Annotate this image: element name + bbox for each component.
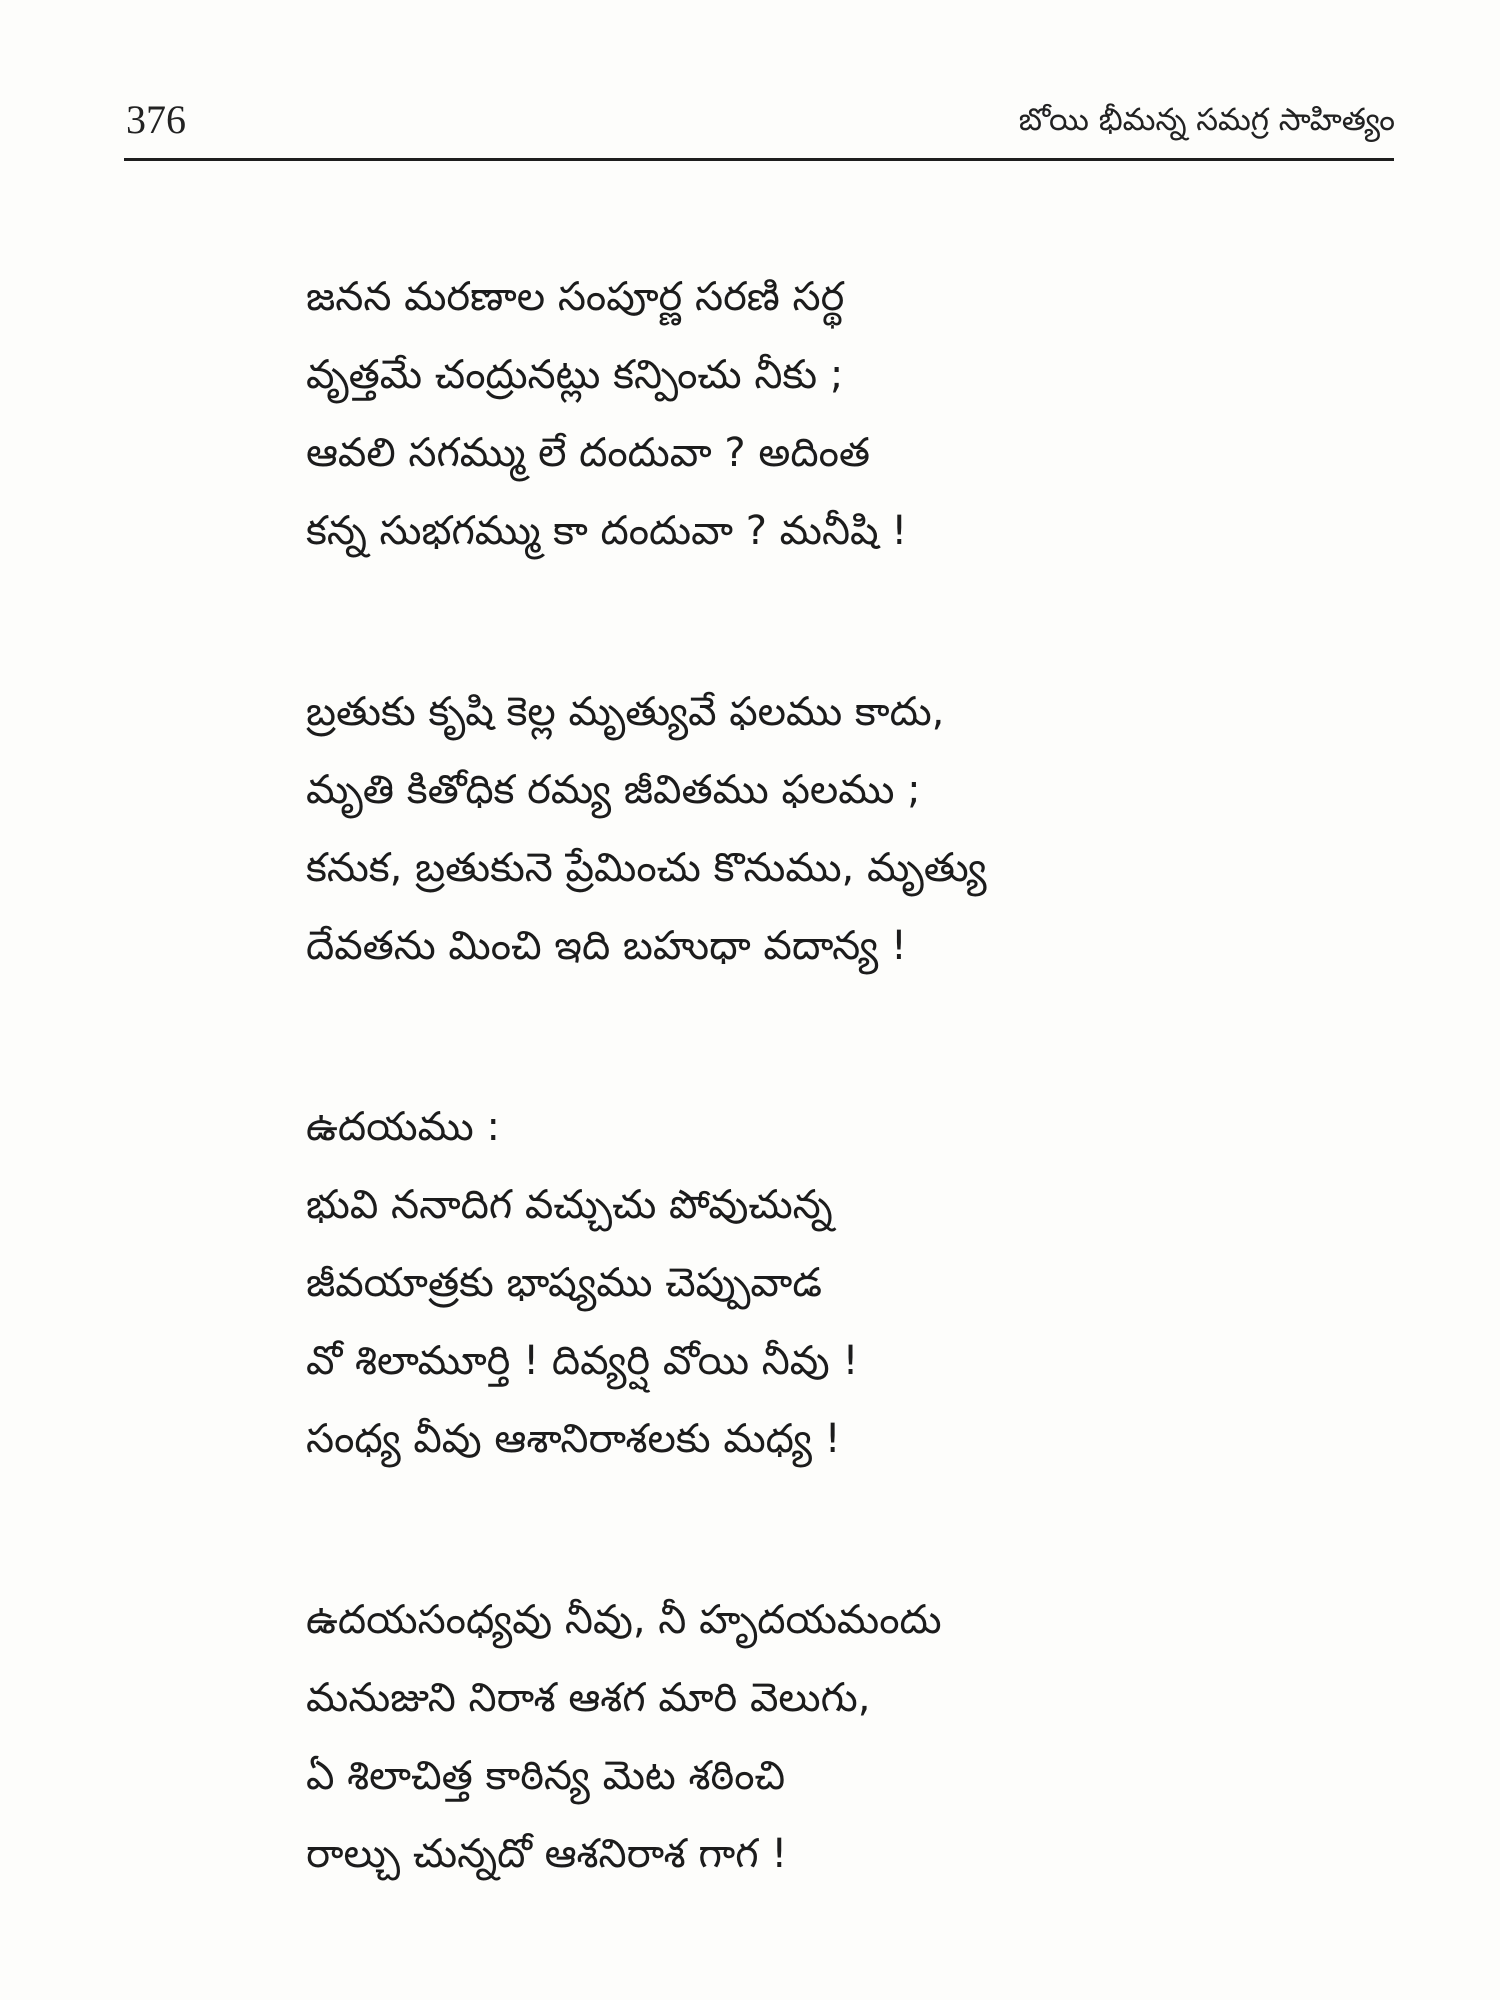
poem-line: వృత్తమే చంద్రునట్లు కన్పించు నీకు ; — [306, 352, 844, 398]
section-heading: ఉదయము : — [306, 1104, 500, 1150]
poem-line: వో శిలామూర్తి ! దివ్యర్షి వోయి నీవు ! — [306, 1338, 859, 1384]
poem-line: భువి ననాదిగ వచ్చుచు పోవుచున్న — [306, 1182, 833, 1228]
poem-line: మృతి కితోధిక రమ్య జీవితము ఫలము ; — [306, 767, 921, 813]
stanza — [306, 258, 1306, 570]
stanza — [306, 1581, 1306, 1893]
poem-line: బ్రతుకు కృషి కెల్ల మృత్యువే ఫలము కాదు, — [306, 689, 945, 735]
poem-line: సంధ్య వీవు ఆశానిరాశలకు మధ్య ! — [306, 1416, 841, 1462]
poem-line: జీవయాత్రకు భాష్యము చెప్పువాడ — [306, 1260, 822, 1306]
poem-line: ఏ శిలాచిత్త కాఠిన్య మెట శఠించి — [306, 1753, 786, 1799]
poem-line: జనన మరణాల సంపూర్ణ సరణి సర్థ — [306, 274, 845, 320]
poem-body — [306, 258, 1306, 1893]
poem-line: మనుజుని నిరాశ ఆశగ మారి వెలుగు, — [306, 1675, 871, 1721]
running-title: బోయి భీమన్న సమగ్ర సాహిత్యం — [1018, 102, 1395, 138]
poem-line: కన్న సుభగమ్ము కా దందువా ? మనీషి ! — [306, 508, 908, 554]
poem-line: రాల్చు చున్నదో ఆశనిరాశ గాగ ! — [306, 1831, 788, 1877]
poem-line: కనుక, బ్రతుకునె ప్రేమించు కొనుము, మృత్యు — [306, 845, 987, 891]
poem-line: దేవతను మించి ఇది బహుధా వదాన్య ! — [306, 923, 907, 969]
poem-line: ఆవలి సగమ్ము లే దందువా ? అదింత — [306, 430, 870, 476]
stanza — [306, 673, 1306, 985]
stanza — [306, 1088, 1306, 1478]
page-number: 376 — [126, 97, 186, 142]
poem-line: ఉదయసంధ్యవు నీవు, నీ హృదయమందు — [306, 1597, 942, 1643]
header-rule — [124, 158, 1394, 161]
